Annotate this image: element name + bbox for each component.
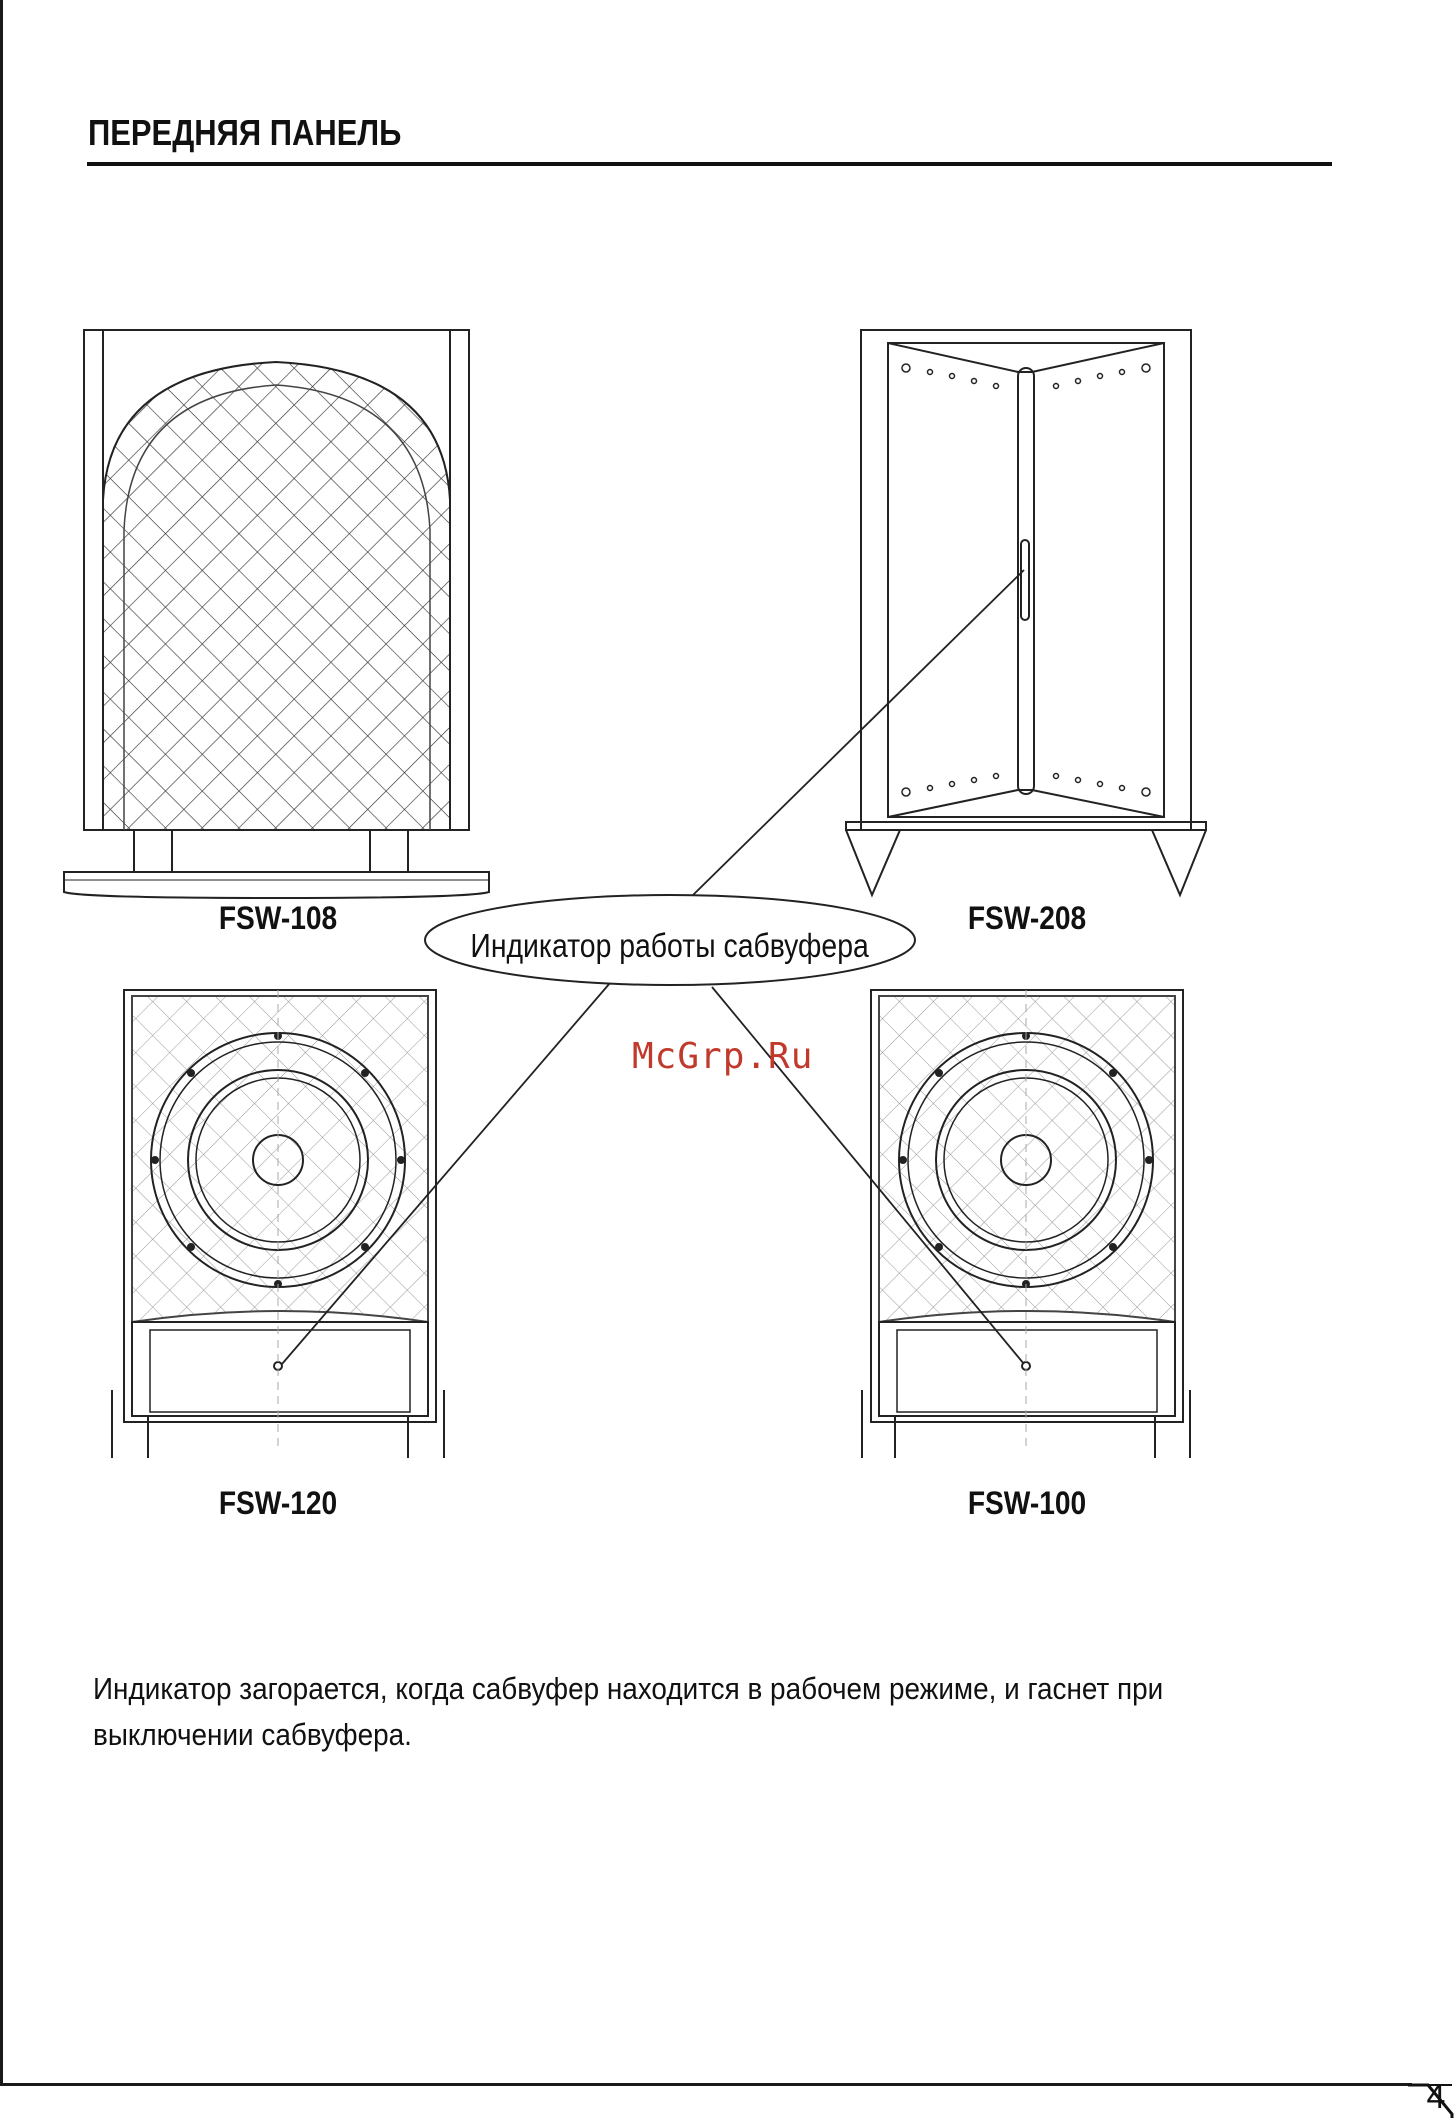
fsw-208-drawing — [846, 330, 1206, 895]
watermark: McGrp.Ru — [632, 1036, 814, 1077]
fsw-100-drawing — [862, 990, 1190, 1458]
model-label-fsw-100: FSW-100 — [967, 1485, 1087, 1521]
indicator-description: Индикатор загорается, когда сабвуфер находится в рабочем режиме, и гаснет при выключении сабвуфера. — [93, 1671, 1164, 1752]
page-number: 4 — [1426, 2078, 1446, 2116]
indicator-callout-label — [425, 916, 915, 976]
model-label-fsw-208: FSW-208 — [967, 900, 1087, 936]
fsw-120-drawing — [112, 990, 444, 1458]
model-label-fsw-120: FSW-120 — [218, 1485, 338, 1521]
model-label-fsw-108: FSW-108 — [218, 900, 338, 936]
fsw-108-drawing — [64, 330, 489, 898]
indicator-callout-text: Индикатор работы сабвуфера — [470, 927, 870, 964]
page-title: ПЕРЕДНЯЯ ПАНЕЛЬ — [88, 112, 402, 153]
